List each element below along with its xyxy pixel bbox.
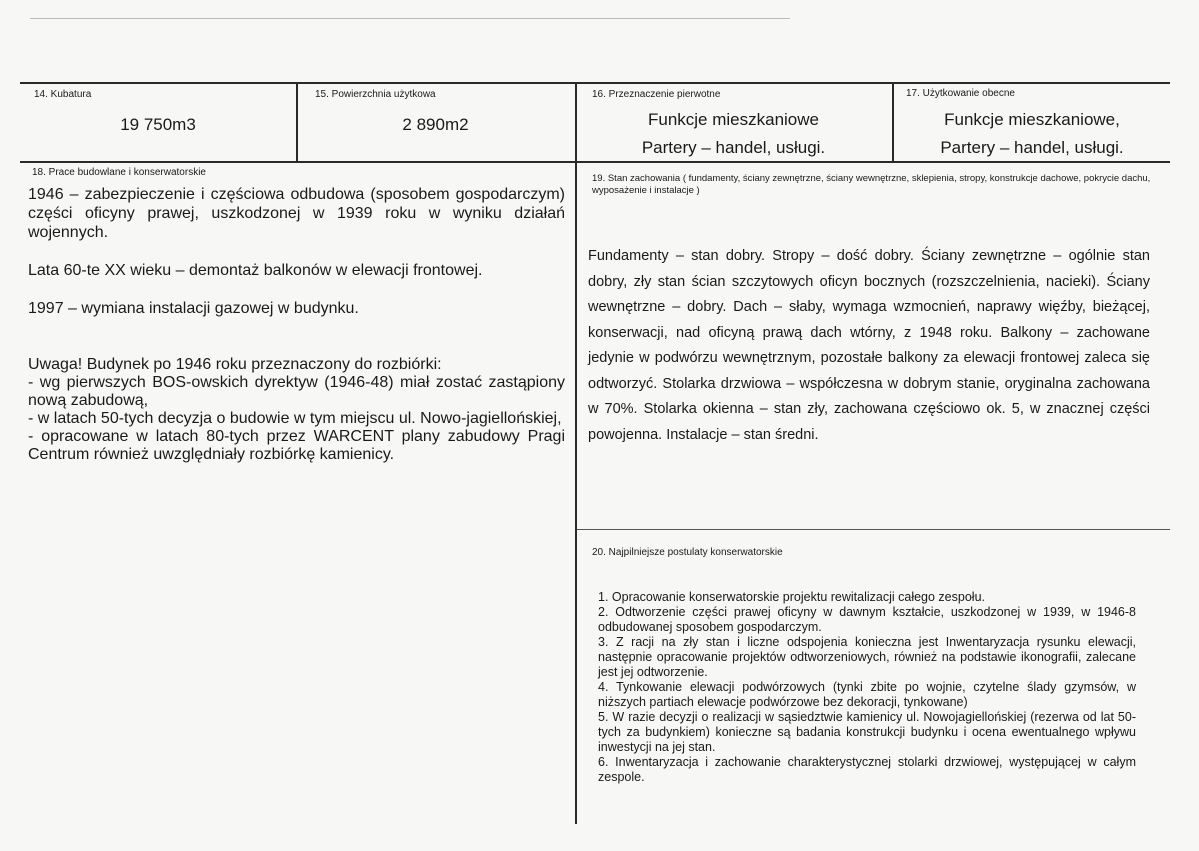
work-1960s: Lata 60-te XX wieku – demontaż balkonów w elewacji frontowej. [28, 262, 483, 279]
postulat-item-1: 1. Opracowanie konserwatorskie projektu rewitalizacji całego zespołu. [598, 590, 985, 604]
field-16-value-line2: Partery – handel, usługi. [641, 138, 826, 157]
field-20-label: 20. Najpilniejsze postulaty konserwatorskie [592, 547, 783, 558]
field-14-value: 19 750m3 [120, 115, 196, 134]
field-16-value-line1: Funkcje mieszkaniowe [647, 110, 819, 129]
postulat-item-2: 2. Odtworzenie części prawej oficyny w dawnym kształcie, uszkodzonej w 1939, w 1946-8 odbudowanej sposobem gospodarczym. [598, 605, 1136, 634]
work-1946: 1946 – zabezpieczenie i częściowa odbudowa (sposobem gospodarczym) części oficyny prawej, uszkodzonej w 1939 roku w wyniku działań wojennych. [28, 186, 565, 241]
divider-main [575, 82, 577, 824]
field-19-label: 19. Stan zachowania ( fundamenty, ściany zewnętrzne, ściany wewnętrzne, sklepienia, stropy, konstrukcje dachowe, pokrycie dachu, wyposażenie i instalacje ) [592, 173, 1151, 196]
field-19-text: Fundamenty – stan dobry. Stropy – dość dobry. Ściany zewnętrzne – ogólnie stan dobry, zły stan ścian szczytowych oficyn bocznych (rozszczelnienia, nacieki). Ściany wewnętrzne – dobry. Dach – słaby, wymaga wzmocnień, naprawy więźby, bieżącej, konserwacji, nad oficyną prawą dach wtórny, z 1948 roku. Balkony – zachowane jedynie w podwórzu wewnętrznym, pozostałe balkony za elewacji frontowej zaleca się odtworzyć. Stolarka drzwiowa – współczesna w dobrym stanie, oryginalna zachowana w 70%. Stolarka okienna – stan zły, zachowana częściowo ok. 5, w znacznej części powojenna. Instalacje – stan średni. [588, 248, 1150, 443]
postulat-item-5: 5. W razie decyzji o realizacji w sąsiedztwie kamienicy ul. Nowojagiellońskiej (rezerwa od lat 50-tych za budynkiem) konieczne są badania konstrukcji budynku i ocena ewentualnego wpływu inwestycji na jej stan. [598, 710, 1136, 754]
field-17-label: 17. Użytkowanie obecne [906, 88, 1015, 99]
rule-mid [20, 161, 1170, 163]
note-item-1: - wg pierwszych BOS-owskich dyrektyw (1946-48) miał zostać zastąpiony nową zabudową, [28, 374, 565, 409]
top-scan-rule [30, 18, 790, 19]
field-20-list [598, 590, 1136, 785]
field-17-value-line2: Partery – handel, usługi. [940, 138, 1124, 157]
rule-top [20, 82, 1170, 84]
field-14-label: 14. Kubatura [34, 89, 92, 100]
postulat-item-3: 3. Z racji na zły stan i liczne odspojenia konieczna jest Inwentaryzacja rysunku elewacji, następnie opracowanie projektów odtworzeniowych, również na podstawie ikonografii, zalecane jest jej odtworzenie. [598, 635, 1136, 679]
field-15-value: 2 890m2 [402, 115, 469, 134]
postulat-item-6: 6. Inwentaryzacja i zachowanie charakterystycznej stolarki drzwiowej, występującej w całym zespole. [598, 755, 1136, 784]
postulat-item-4: 4. Tynkowanie elewacji podwórzowych (tynki zbite po wojnie, czytelne ślady gzymsów, w niższych partiach elewacje podwórzowe bez dekoracji, tynkowane) [598, 680, 1136, 709]
field-16-label: 16. Przeznaczenie pierwotne [592, 89, 721, 100]
work-1997: 1997 – wymiana instalacji gazowej w budynku. [28, 300, 359, 317]
field-18-label: 18. Prace budowlane i konserwatorskie [32, 167, 206, 178]
rule-19-20 [575, 529, 1170, 530]
note-item-3: - opracowane w latach 80-tych przez WARCENT plany zabudowy Pragi Centrum również uwzględniały rozbiórkę kamienicy. [28, 428, 565, 463]
field-17-value-line1: Funkcje mieszkaniowe, [944, 110, 1120, 129]
field-18-content [28, 185, 565, 464]
note-title: Uwaga! Budynek po 1946 roku przeznaczony do rozbiórki: [28, 356, 442, 373]
note-item-2: - w latach 50-tych decyzja o budowie w tym miejscu ul. Nowo-jagiellońskiej, [28, 410, 562, 427]
field-15-label: 15. Powierzchnia użytkowa [315, 89, 436, 100]
